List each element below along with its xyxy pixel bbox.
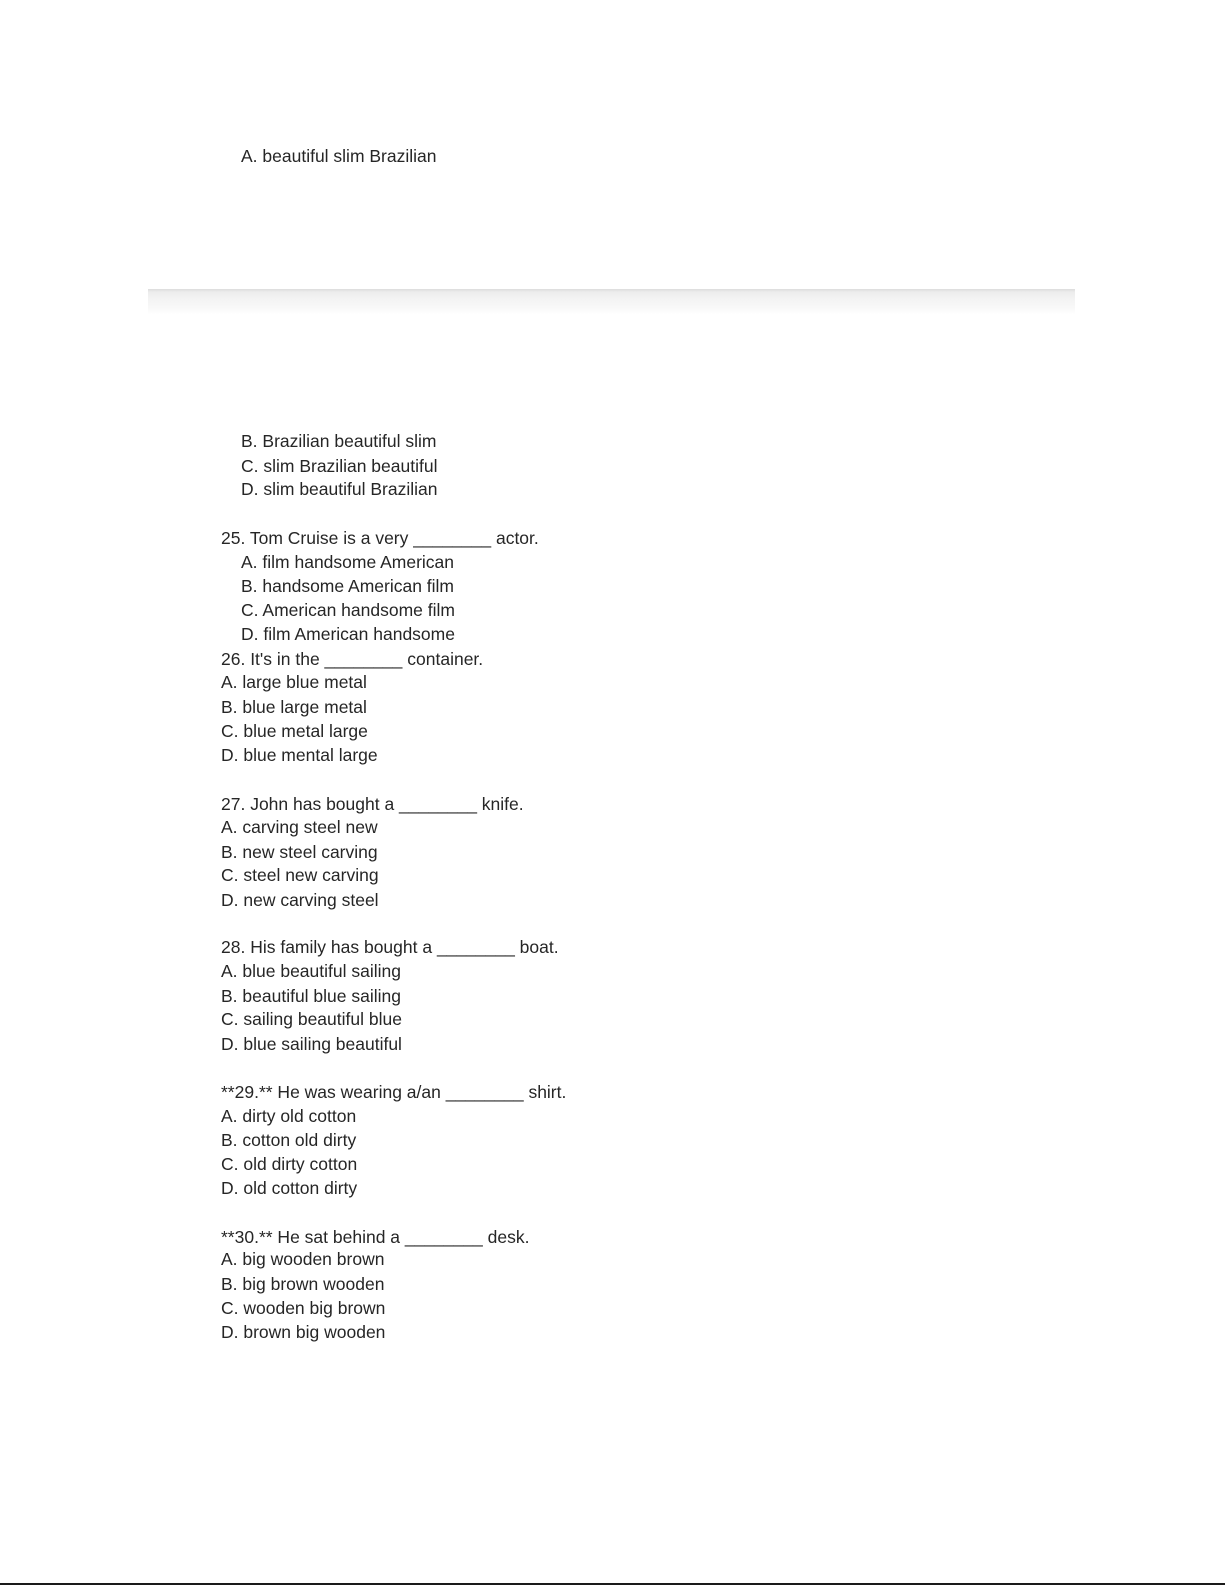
question-29-option-d: D. old cotton dirty bbox=[221, 1178, 358, 1198]
question-29-option-c: C. old dirty cotton bbox=[221, 1154, 358, 1174]
question-30-option-d: D. brown big wooden bbox=[221, 1322, 386, 1342]
question-28-option-c: C. sailing beautiful blue bbox=[221, 1009, 402, 1029]
q24-option-a: A. beautiful slim Brazilian bbox=[241, 146, 437, 166]
page-divider bbox=[148, 289, 1075, 314]
q24-option-b: B. Brazilian beautiful slim bbox=[241, 431, 437, 451]
question-28-option-a: A. blue beautiful sailing bbox=[221, 961, 401, 981]
question-28-stem: 28. His family has bought a ________ boat. bbox=[221, 937, 559, 957]
question-28-option-b: B. beautiful blue sailing bbox=[221, 986, 401, 1006]
question-25-option-d: D. film American handsome bbox=[241, 624, 455, 644]
question-30-option-a: A. big wooden brown bbox=[221, 1249, 385, 1269]
question-30-option-c: C. wooden big brown bbox=[221, 1298, 386, 1318]
question-29-option-b: B. cotton old dirty bbox=[221, 1130, 357, 1150]
question-29-stem: **29.** He was wearing a/an ________ shirt. bbox=[221, 1082, 567, 1102]
question-30-option-b: B. big brown wooden bbox=[221, 1274, 385, 1294]
question-25-option-c: C. American handsome film bbox=[241, 600, 455, 620]
q24-option-d: D. slim beautiful Brazilian bbox=[241, 479, 438, 499]
q24-option-c: C. slim Brazilian beautiful bbox=[241, 456, 438, 476]
question-30-stem: **30.** He sat behind a ________ desk. bbox=[221, 1227, 530, 1247]
question-26-option-c: C. blue metal large bbox=[221, 721, 368, 741]
question-29-option-a: A. dirty old cotton bbox=[221, 1106, 357, 1126]
question-25-stem: 25. Tom Cruise is a very ________ actor. bbox=[221, 528, 539, 548]
question-27-option-d: D. new carving steel bbox=[221, 890, 379, 910]
question-25-option-b: B. handsome American film bbox=[241, 576, 455, 596]
question-26-option-a: A. large blue metal bbox=[221, 672, 367, 692]
question-26-option-b: B. blue large metal bbox=[221, 697, 367, 717]
question-28-option-d: D. blue sailing beautiful bbox=[221, 1034, 402, 1054]
question-27-option-b: B. new steel carving bbox=[221, 842, 378, 862]
question-27-option-c: C. steel new carving bbox=[221, 865, 379, 885]
question-26-option-d: D. blue mental large bbox=[221, 745, 378, 765]
question-27-stem: 27. John has bought a ________ knife. bbox=[221, 794, 524, 814]
question-25-option-a: A. film handsome American bbox=[241, 552, 455, 572]
question-27-option-a: A. carving steel new bbox=[221, 817, 378, 837]
question-26-stem: 26. It's in the ________ container. bbox=[221, 649, 484, 669]
